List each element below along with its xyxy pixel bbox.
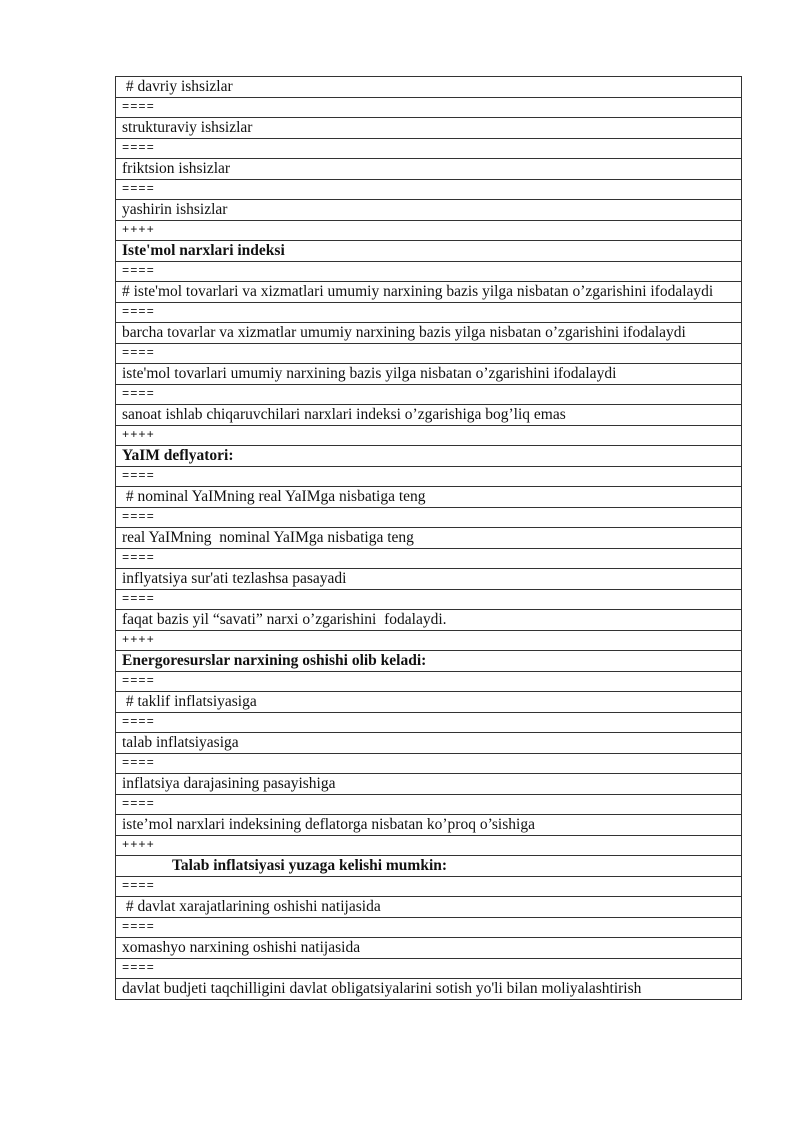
separator-marker: ==== xyxy=(116,754,742,774)
answer-option-row xyxy=(116,77,742,98)
answer-option-row xyxy=(116,528,742,549)
answer-option-row xyxy=(116,610,742,631)
separator-row xyxy=(116,754,742,774)
answer-option-row xyxy=(116,487,742,508)
answer-option-row xyxy=(116,692,742,713)
answer-option-text: # davlat xarajatlarining oshishi natijasida xyxy=(116,897,742,918)
separator-marker: ==== xyxy=(116,795,742,815)
separator-marker: ==== xyxy=(116,672,742,692)
separator-row xyxy=(116,303,742,323)
answer-option-text: iste’mol narxlari indeksining deflatorga nisbatan ko’proq o’sishiga xyxy=(116,815,742,836)
answer-option-text: real YaIMning nominal YaIMga nisbatiga teng xyxy=(116,528,742,549)
separator-row xyxy=(116,713,742,733)
answer-option-text: inflyatsiya sur'ati tezlashsa pasayadi xyxy=(116,569,742,590)
separator-row xyxy=(116,877,742,897)
question-text: Talab inflatsiyasi yuzaga kelishi mumkin: xyxy=(116,856,742,877)
separator-row xyxy=(116,221,742,241)
answer-option-text: strukturaviy ishsizlar xyxy=(116,118,742,139)
question-text: Iste'mol narxlari indeksi xyxy=(116,241,742,262)
question-row xyxy=(116,446,742,467)
answer-option-text: talab inflatsiyasiga xyxy=(116,733,742,754)
separator-marker: ==== xyxy=(116,262,742,282)
separator-marker: ++++ xyxy=(116,221,742,241)
separator-row xyxy=(116,385,742,405)
answer-option-row xyxy=(116,774,742,795)
separator-marker: ==== xyxy=(116,590,742,610)
document-page xyxy=(115,76,742,1000)
separator-row xyxy=(116,918,742,938)
separator-marker: ==== xyxy=(116,713,742,733)
answer-option-text: yashirin ishsizlar xyxy=(116,200,742,221)
question-text: Energoresurslar narxining oshishi olib keladi: xyxy=(116,651,742,672)
answer-option-text: barcha tovarlar va xizmatlar umumiy narxining bazis yilga nisbatan o’zgarishini ifodalaydi xyxy=(116,323,742,344)
separator-marker: ==== xyxy=(116,918,742,938)
answer-option-text: inflatsiya darajasining pasayishiga xyxy=(116,774,742,795)
answer-option-row xyxy=(116,815,742,836)
separator-row xyxy=(116,590,742,610)
answer-option-row xyxy=(116,282,742,303)
separator-row xyxy=(116,549,742,569)
answer-option-text: faqat bazis yil “savati” narxi o’zgarishini fodalaydi. xyxy=(116,610,742,631)
separator-marker: ==== xyxy=(116,180,742,200)
separator-row xyxy=(116,139,742,159)
answer-option-row xyxy=(116,364,742,385)
separator-row xyxy=(116,98,742,118)
separator-row xyxy=(116,508,742,528)
question-text: YaIM deflyatori: xyxy=(116,446,742,467)
separator-marker: ==== xyxy=(116,959,742,979)
answer-option-text: # nominal YaIMning real YaIMga nisbatiga teng xyxy=(116,487,742,508)
separator-marker: ==== xyxy=(116,508,742,528)
answer-option-row xyxy=(116,733,742,754)
answer-option-row xyxy=(116,938,742,959)
separator-marker: ==== xyxy=(116,549,742,569)
question-row xyxy=(116,856,742,877)
quiz-table-body xyxy=(116,77,742,1000)
separator-row xyxy=(116,631,742,651)
separator-row xyxy=(116,344,742,364)
separator-row xyxy=(116,467,742,487)
separator-row xyxy=(116,426,742,446)
separator-marker: ==== xyxy=(116,303,742,323)
answer-option-row xyxy=(116,897,742,918)
answer-option-row xyxy=(116,118,742,139)
separator-marker: ==== xyxy=(116,467,742,487)
separator-row xyxy=(116,672,742,692)
answer-option-row xyxy=(116,405,742,426)
question-row xyxy=(116,241,742,262)
separator-marker: ++++ xyxy=(116,631,742,651)
separator-marker: ==== xyxy=(116,385,742,405)
separator-marker: ==== xyxy=(116,139,742,159)
separator-marker: ++++ xyxy=(116,426,742,446)
separator-marker: ==== xyxy=(116,98,742,118)
answer-option-text: davlat budjeti taqchilligini davlat obligatsiyalarini sotish yo'li bilan moliyalashtirish xyxy=(116,979,742,1000)
question-row xyxy=(116,651,742,672)
answer-option-row xyxy=(116,159,742,180)
answer-option-row xyxy=(116,323,742,344)
answer-option-row xyxy=(116,569,742,590)
answer-option-row xyxy=(116,200,742,221)
answer-option-text: friktsion ishsizlar xyxy=(116,159,742,180)
separator-row xyxy=(116,180,742,200)
answer-option-text: # taklif inflatsiyasiga xyxy=(116,692,742,713)
separator-row xyxy=(116,795,742,815)
answer-option-text: xomashyo narxining oshishi natijasida xyxy=(116,938,742,959)
separator-marker: ++++ xyxy=(116,836,742,856)
answer-option-text: # davriy ishsizlar xyxy=(116,77,742,98)
answer-option-row xyxy=(116,979,742,1000)
answer-option-text: # iste'mol tovarlari va xizmatlari umumiy narxining bazis yilga nisbatan o’zgarishini ifodalaydi xyxy=(116,282,742,303)
separator-row xyxy=(116,836,742,856)
separator-row xyxy=(116,959,742,979)
answer-option-text: sanoat ishlab chiqaruvchilari narxlari indeksi o’zgarishiga bog’liq emas xyxy=(116,405,742,426)
separator-marker: ==== xyxy=(116,344,742,364)
quiz-table xyxy=(115,76,742,1000)
separator-row xyxy=(116,262,742,282)
separator-marker: ==== xyxy=(116,877,742,897)
answer-option-text: iste'mol tovarlari umumiy narxining bazis yilga nisbatan o’zgarishini ifodalaydi xyxy=(116,364,742,385)
